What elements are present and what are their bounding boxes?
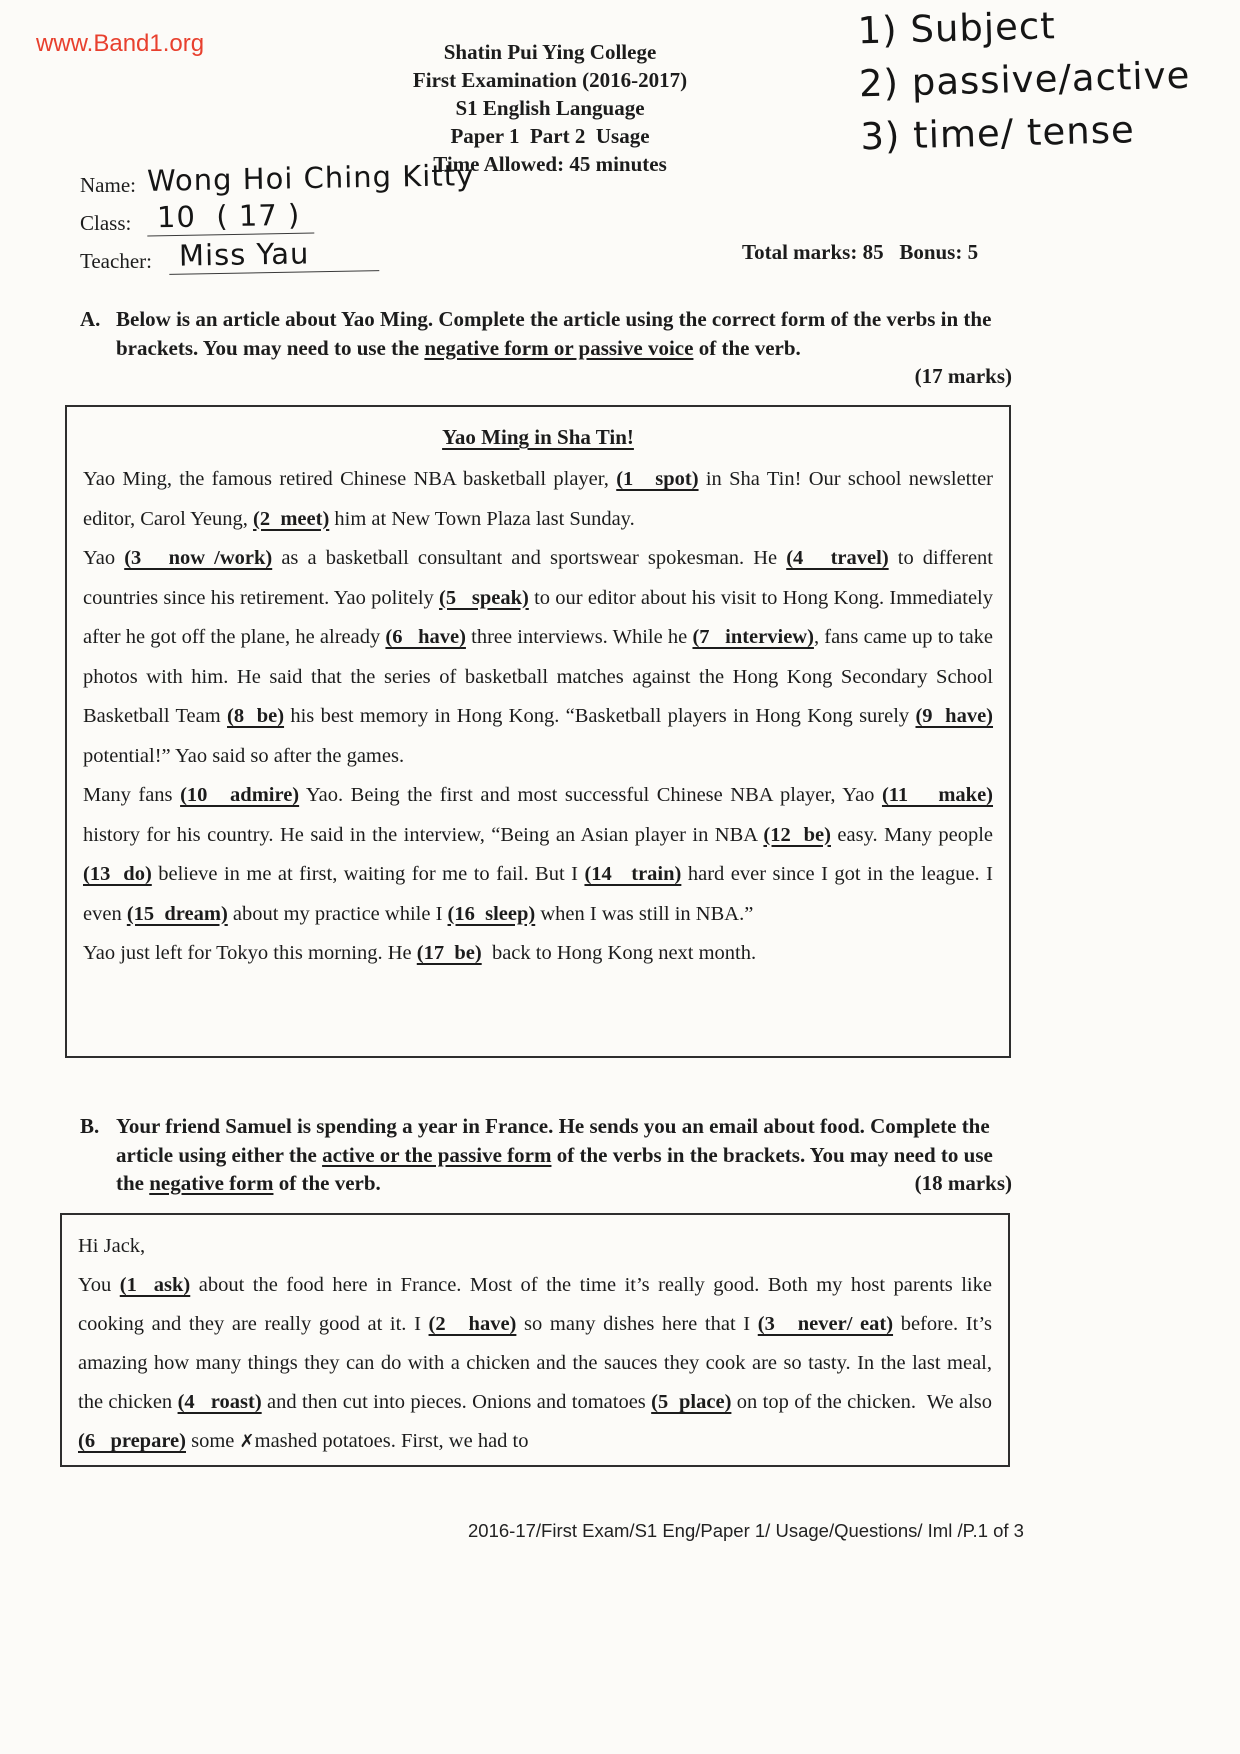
section-a-instruction bbox=[80, 305, 1012, 391]
time-allowed: Time Allowed: 45 minutes bbox=[433, 152, 667, 176]
article-paragraph bbox=[83, 934, 993, 974]
verb-blank: (2 meet) bbox=[253, 507, 330, 530]
text-segment: hard ever since I got in the league. I even bbox=[83, 863, 993, 925]
text-segment: Yao Ming, the famous retired Chinese NBA basketball player, bbox=[83, 468, 617, 490]
handwritten-notes bbox=[857, 0, 1192, 163]
teacher-label: Teacher: bbox=[80, 249, 152, 273]
text-segment: and then cut into pieces. Onions and tomatoes bbox=[261, 1391, 652, 1413]
text-segment: on top of the chicken. We also bbox=[731, 1391, 993, 1413]
email-paragraph bbox=[78, 1266, 992, 1461]
verb-blank: (4 roast) bbox=[177, 1391, 262, 1413]
exam-title: First Examination (2016-2017) bbox=[412, 68, 688, 92]
text-segment: Your friend Samuel is spending a year in France. He sends you an email about food. Complete the article using either the bbox=[116, 1114, 990, 1167]
class-value: 10 ( 17 ) bbox=[147, 198, 315, 237]
text-segment: Yao just left for Tokyo this morning. He bbox=[83, 942, 417, 964]
verb-blank: (15 dream) bbox=[126, 902, 228, 925]
section-b-instruction bbox=[80, 1112, 1012, 1198]
section-a-marks: (17 marks) bbox=[914, 364, 1012, 388]
handwritten-note-1: 1) Subject bbox=[856, 4, 1056, 53]
section-a-instruction-text bbox=[116, 307, 991, 360]
text-segment: his best memory in Hong Kong. “Basketball players in Hong Kong surely bbox=[284, 705, 916, 727]
text-segment: about my practice while I bbox=[227, 902, 448, 925]
verb-blank: (11 make) bbox=[881, 784, 994, 806]
exam-header bbox=[310, 38, 790, 178]
article-paragraph bbox=[83, 539, 993, 776]
text-segment: of the verb. bbox=[273, 1171, 381, 1195]
text-segment: him at New Town Plaza last Sunday. bbox=[329, 507, 635, 530]
article-paragraph bbox=[83, 460, 993, 539]
handwritten-note-2: 2) passive/active bbox=[858, 53, 1191, 106]
underlined-text: negative form bbox=[149, 1171, 274, 1195]
text-segment: of the verbs in the brackets. You may need to use the bbox=[116, 1142, 993, 1195]
text-segment: when I was still in NBA.” bbox=[535, 902, 754, 925]
section-b-email-box bbox=[60, 1213, 1010, 1467]
subject-title: S1 English Language bbox=[455, 96, 645, 120]
verb-blank: (14 train) bbox=[584, 863, 682, 885]
verb-blank: (12 be) bbox=[763, 823, 831, 846]
verb-blank: (6 have) bbox=[385, 626, 466, 648]
verb-blank: (7 interview) bbox=[692, 626, 814, 648]
text-segment: potential!” Yao said so after the games. bbox=[83, 744, 405, 767]
handwritten-mark: ✗ bbox=[239, 1431, 255, 1452]
verb-blank: (3 never/ eat) bbox=[757, 1313, 894, 1335]
email-greeting: Hi Jack, bbox=[78, 1235, 146, 1257]
text-segment: so many dishes here that I bbox=[516, 1313, 758, 1335]
text-segment: as a basketball consultant and sportswear spokesman. He bbox=[272, 547, 787, 569]
text-segment: history for his country. He said in the interview, “Being an Asian player in NBA bbox=[83, 823, 764, 846]
handwritten-note-3: 3) time/ tense bbox=[859, 108, 1135, 159]
text-segment: Yao. Being the first and most successful Chinese NBA player, Yao bbox=[299, 784, 882, 806]
verb-blank: (6 prepare) bbox=[78, 1430, 186, 1452]
watermark: www.Band1.org bbox=[36, 30, 205, 57]
article-title: Yao Ming in Sha Tin! bbox=[442, 425, 634, 449]
text-segment: some bbox=[186, 1430, 240, 1452]
verb-blank: (1 spot) bbox=[616, 468, 699, 490]
verb-blank: (8 be) bbox=[227, 705, 285, 727]
teacher-value: Miss Yau bbox=[169, 235, 380, 275]
text-segment: to our editor about his visit to Hong Kong. Immediately after he got off the plane, he already bbox=[83, 586, 993, 648]
text-segment: Yao bbox=[83, 547, 125, 569]
text-segment: three interviews. While he bbox=[465, 626, 693, 648]
verb-blank: (3 now /work) bbox=[124, 547, 273, 569]
page-footer: 2016-17/First Exam/S1 Eng/Paper 1/ Usage/Questions/ Iml /P.1 of 3 bbox=[468, 1520, 1024, 1541]
section-b-marks: (18 marks) bbox=[914, 1171, 1012, 1195]
verb-blank: (2 have) bbox=[428, 1313, 517, 1335]
verb-blank: (10 admire) bbox=[180, 784, 300, 806]
underlined-text: active or the passive form bbox=[322, 1142, 552, 1167]
text-segment: easy. Many people bbox=[830, 823, 993, 846]
verb-blank: (9 have) bbox=[915, 705, 994, 727]
text-segment: to different countries since his retirement. Yao politely bbox=[83, 547, 994, 609]
text-segment: Below is an article about Yao Ming. Complete the article using the correct form of the verbs in the brackets. You may need to use the bbox=[116, 307, 992, 360]
name-value: Wong Hoi Ching Kitty bbox=[146, 158, 475, 198]
text-segment: back to Hong Kong next month. bbox=[481, 942, 757, 964]
name-label: Name: bbox=[80, 173, 136, 197]
text-segment: , fans came up to take photos with him. He said that the series of basketball matches against the Hong Kong Secondary School Basketball Team bbox=[83, 626, 994, 727]
text-segment: You bbox=[78, 1274, 120, 1296]
text-segment: of the verb. bbox=[693, 335, 801, 360]
paper-title: Paper 1 Part 2 Usage bbox=[450, 124, 650, 148]
verb-blank: (4 travel) bbox=[786, 547, 889, 569]
section-a-letter: A. bbox=[80, 307, 101, 331]
verb-blank: (5 speak) bbox=[439, 586, 529, 609]
verb-blank: (16 sleep) bbox=[447, 902, 536, 925]
underlined-text: negative form or passive voice bbox=[424, 335, 694, 360]
teacher-row bbox=[80, 236, 640, 279]
section-b-instruction-text bbox=[116, 1114, 993, 1195]
verb-blank: (1 ask) bbox=[119, 1274, 191, 1296]
verb-blank: (5 place) bbox=[651, 1391, 732, 1413]
article-paragraph bbox=[83, 776, 993, 934]
text-segment: in Sha Tin! Our school newsletter editor, Carol Yeung, bbox=[83, 468, 993, 530]
text-segment: Many fans bbox=[83, 784, 181, 806]
section-b-letter: B. bbox=[80, 1114, 100, 1138]
section-a-article-box bbox=[65, 405, 1011, 1058]
verb-blank: (13 do) bbox=[83, 863, 152, 885]
total-marks: Total marks: 85 Bonus: 5 bbox=[742, 240, 979, 264]
text-segment: mashed potatoes. First, we had to bbox=[254, 1430, 529, 1452]
text-segment: believe in me at first, waiting for me to fail. But I bbox=[151, 863, 585, 885]
text-segment: about the food here in France. Most of the time it’s really good. Both my host parents like cooking and they are really good at it. I bbox=[78, 1274, 992, 1335]
verb-blank: (17 be) bbox=[416, 942, 482, 964]
class-label: Class: bbox=[80, 211, 132, 235]
text-segment: before. It’s amazing how many things they can do with a chicken and the sauces they cook are so tasty. In the last meal, the chicken bbox=[78, 1313, 993, 1413]
school-name: Shatin Pui Ying College bbox=[443, 40, 657, 64]
